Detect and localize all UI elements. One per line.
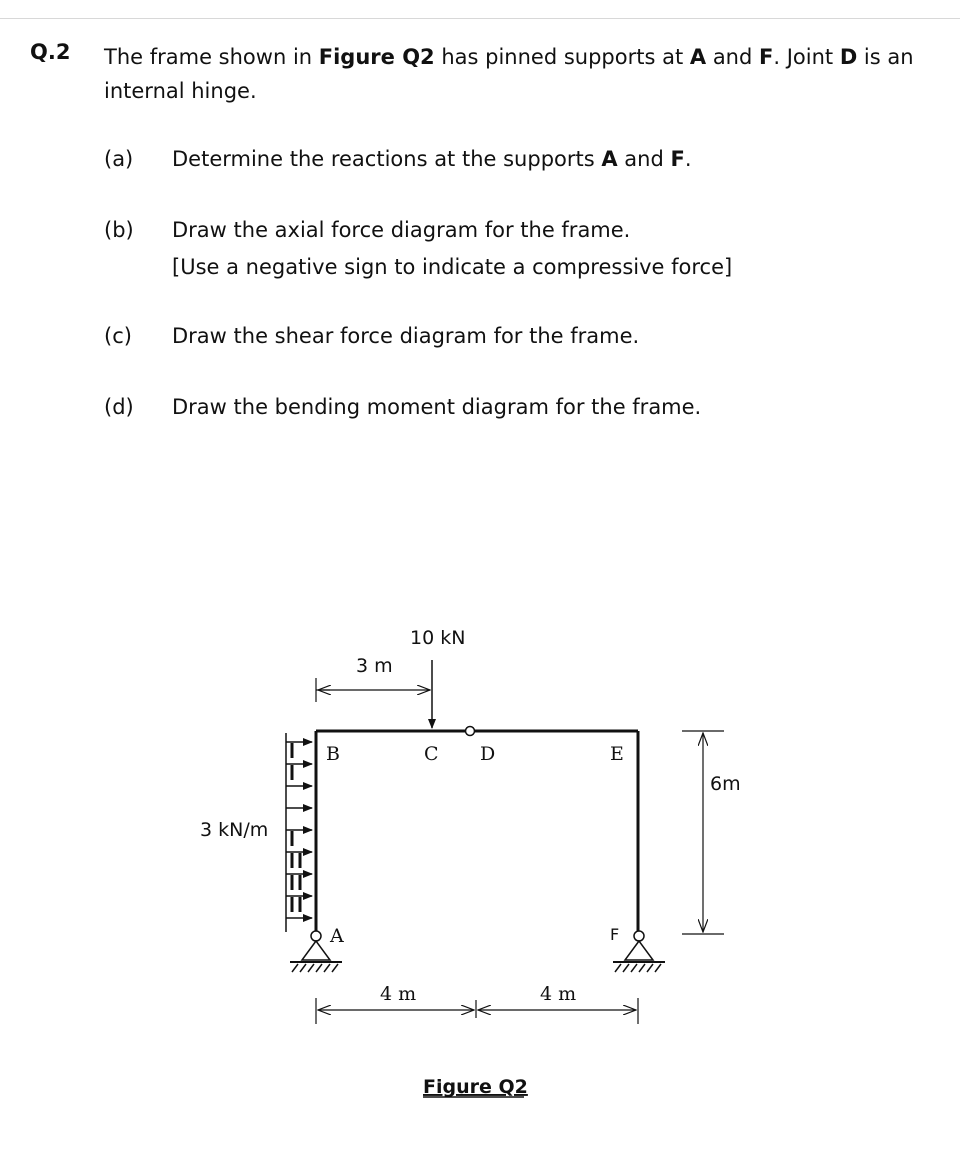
span-left-label: 4 m [380, 983, 417, 1005]
joint-label-d: D [480, 743, 496, 765]
dimension-3m [316, 678, 430, 702]
distributed-load-ticks [292, 743, 300, 912]
part-c-text: Draw the shear force diagram for the frame. [172, 324, 640, 348]
part-a-text: Determine the reactions at the supports A and F. [172, 147, 692, 171]
dimension-6m [682, 731, 724, 934]
figure-caption: Figure Q2 [423, 1076, 528, 1098]
joint-label-f: F [610, 925, 620, 944]
span-right-label: 4 m [540, 983, 577, 1005]
question-number: Q.2 [30, 40, 71, 64]
distributed-load-label: 3 kN/m [200, 819, 269, 841]
joint-label-c: C [424, 743, 439, 765]
part-b-line1: Draw the axial force diagram for the frame. [172, 218, 631, 242]
part-a-label: (a) [104, 147, 134, 171]
question-intro: The frame shown in Figure Q2 has pinned supports at A and F. Joint D is an internal hinge. [104, 45, 914, 103]
hinge-d-icon [466, 727, 475, 736]
part-b-label: (b) [104, 218, 134, 242]
height-label: 6m [710, 773, 741, 795]
part-d-label: (d) [104, 395, 134, 419]
part-d-text: Draw the bending moment diagram for the frame. [172, 395, 702, 419]
point-load-label: 10 kN [410, 627, 466, 649]
joint-label-a: A [330, 925, 344, 947]
joint-label-b: B [326, 743, 340, 765]
pin-support-f-icon [613, 931, 665, 972]
dimension-spans [316, 998, 638, 1024]
load-position-label: 3 m [356, 655, 393, 677]
part-c-label: (c) [104, 324, 132, 348]
joint-label-e: E [610, 743, 624, 765]
frame-members [316, 731, 638, 932]
part-b-line2: [Use a negative sign to indicate a compressive force] [172, 255, 733, 279]
